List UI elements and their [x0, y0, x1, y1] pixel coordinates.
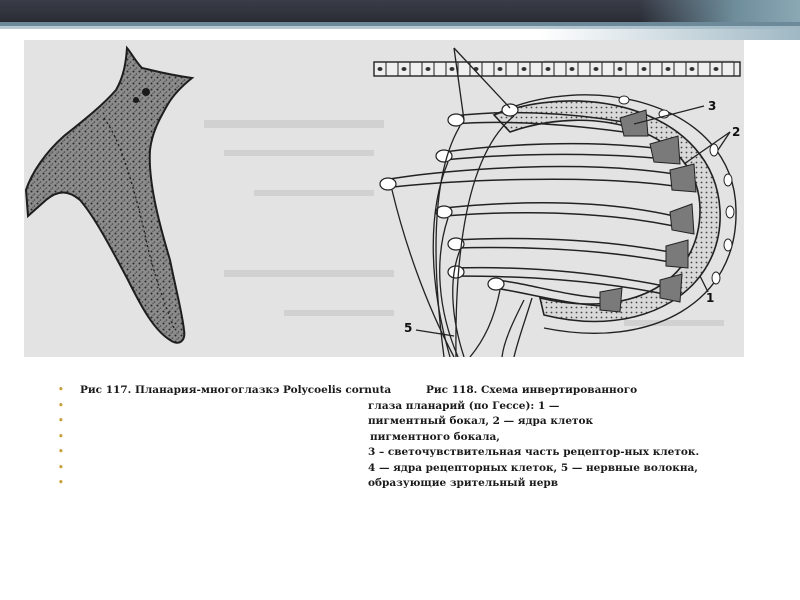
caption-row — [58, 476, 758, 492]
caption-row — [58, 414, 758, 430]
receptor-nuclei — [380, 104, 518, 290]
slide-corner-gradient — [540, 26, 800, 40]
bullet-icon: • — [58, 385, 64, 395]
caption-fig118-line-3: пигментный бокал, 2 — ядра клеток — [368, 415, 594, 427]
bullet-icon: • — [58, 400, 64, 411]
label-1: 1 — [706, 291, 715, 305]
label-5: 5 — [404, 321, 413, 335]
caption-fig118-line-5: 3 – светочувствительная часть рецептор-ных клеток. — [368, 446, 700, 458]
caption-row — [58, 383, 758, 399]
bullet-icon: • — [58, 478, 64, 488]
bullet-icon: • — [58, 462, 64, 473]
slide-nav-icon — [447, 11, 459, 33]
caption-fig118-line-4: пигментного бокала, — [370, 430, 500, 443]
caption-row — [58, 445, 758, 461]
caption-fig117-title: Рис 117. Планария-многоглазкэ Polycoelis cornuta — [80, 384, 392, 396]
epithelium-layer — [374, 62, 740, 76]
caption-row — [58, 461, 758, 477]
optic-nerve — [392, 116, 532, 357]
caption-row — [58, 430, 758, 446]
label-2: 2 — [732, 125, 741, 139]
figure-planaria-illustration — [24, 40, 744, 357]
slide-corner-decoration — [640, 0, 800, 22]
figure-caption — [58, 383, 758, 492]
bullet-icon: • — [58, 416, 64, 426]
caption-fig118-line-6: 4 — ядра рецепторных клеток, 5 — нервные волокна, — [368, 461, 698, 474]
label-3: 3 — [708, 99, 717, 113]
bullet-icon: • — [58, 447, 64, 457]
receptor-cells — [384, 113, 674, 306]
planaria-body — [26, 48, 192, 343]
caption-fig118-line-1: Рис 118. Схема инвертированного — [426, 384, 638, 396]
figure-background-ghost — [204, 60, 734, 326]
caption-fig118-line-2: глаза планарий (по Гессе): 1 — — [368, 399, 560, 412]
caption-row — [58, 399, 758, 415]
bullet-icon: • — [58, 431, 64, 442]
caption-fig118-line-7: образующие зрительный нерв — [368, 477, 559, 489]
